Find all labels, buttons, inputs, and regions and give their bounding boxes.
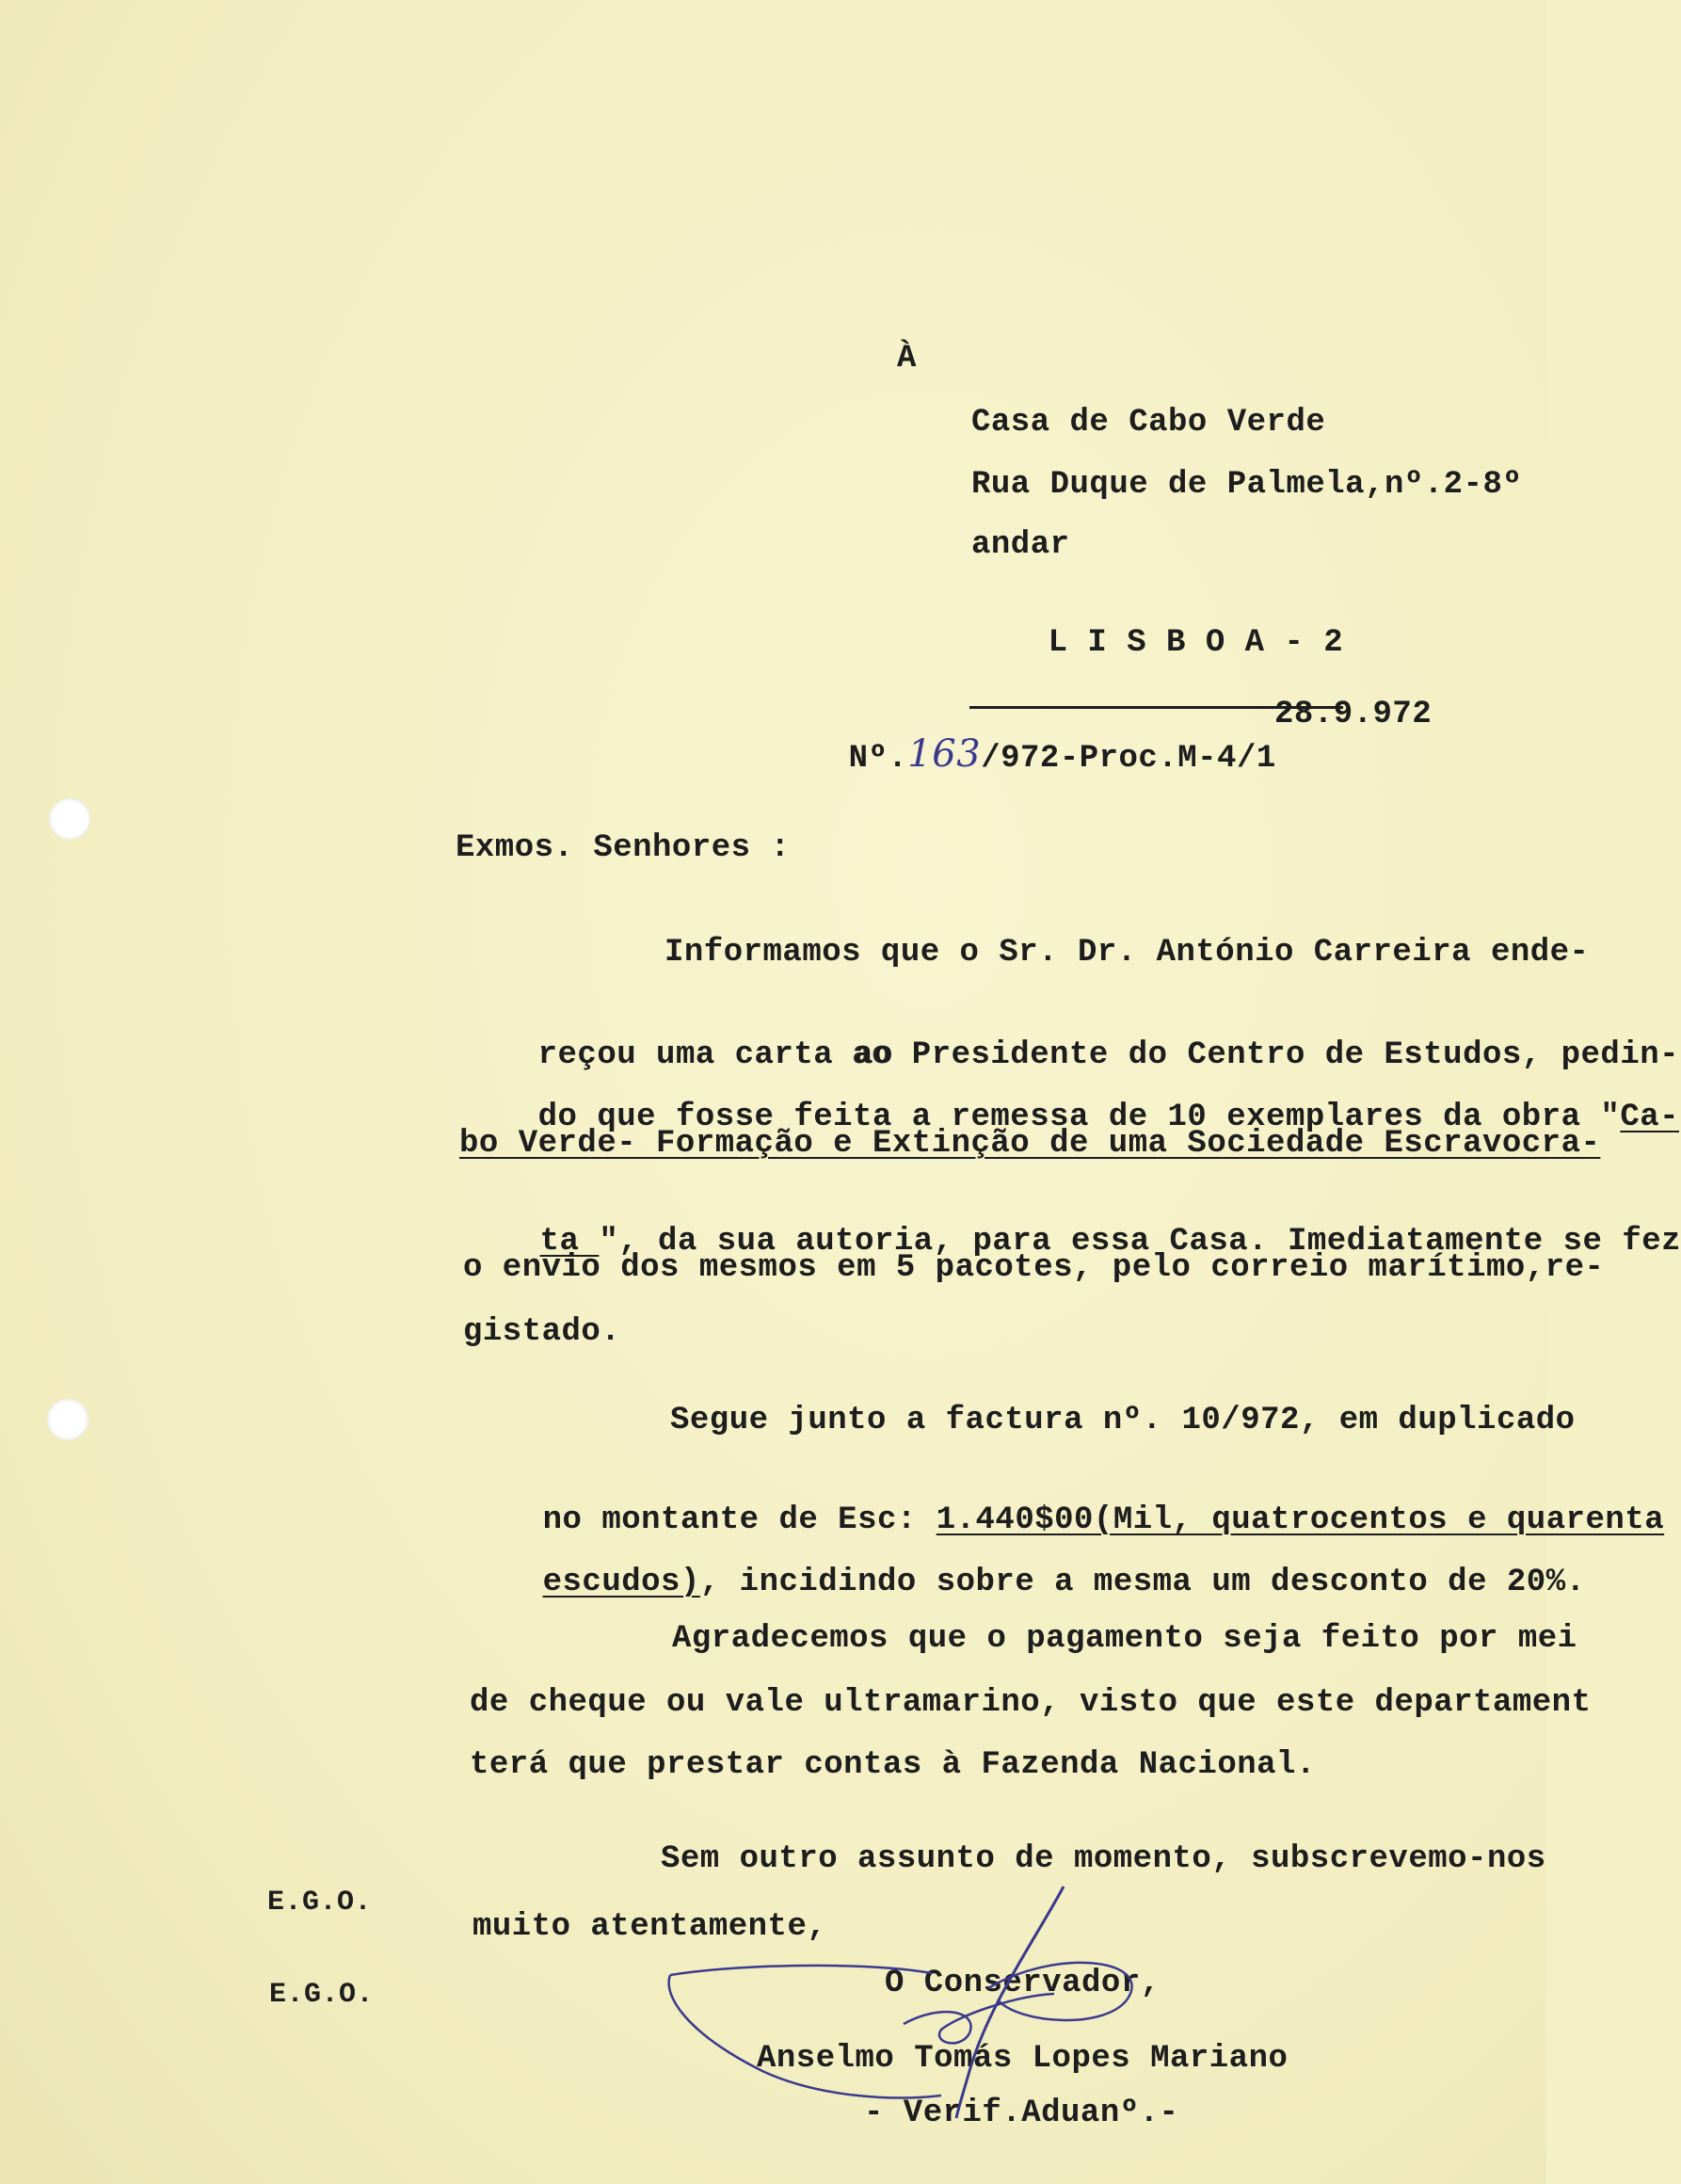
p3-line3: terá que prestar contas à Fazenda Nacional. <box>470 1747 1316 1783</box>
book-title-end: ta <box>539 1224 600 1260</box>
handwritten-signature <box>659 1883 1148 2128</box>
p1-line7: gistado. <box>463 1314 621 1350</box>
amount-underlined: 1.440$00(Mil, quatrocentos e quarenta <box>936 1502 1665 1538</box>
closing-line2: muito atentamente, <box>472 1909 827 1945</box>
word-ao-overtyped: ao <box>853 1037 892 1073</box>
recipient-city: L I S B O A - 2 <box>969 589 1343 709</box>
salutation: Exmos. Senhores : <box>456 830 791 866</box>
recipient-address-line1: Rua Duque de Palmela,nº.2-8º <box>971 467 1523 503</box>
recipient-prefix: À <box>897 341 917 377</box>
reference-line <box>770 697 1276 812</box>
reference-prefix: Nº. <box>848 741 908 777</box>
signature-title: O Conservador, <box>885 1966 1161 2001</box>
punch-hole-bottom <box>47 1399 88 1440</box>
recipient-name: Casa de Cabo Verde <box>971 405 1326 441</box>
book-title-start: Ca- <box>1620 1100 1680 1135</box>
letter-date: 28.9.972 <box>1274 697 1433 732</box>
p3-line2: de cheque ou vale ultramarino, visto que este departament <box>470 1685 1592 1721</box>
signature-role: - Verif.Aduanº.- <box>864 2096 1179 2131</box>
p1-line1: Informamos que o Sr. Dr. António Carreira ende- <box>664 935 1590 971</box>
p1-line2: reçou uma carta ao Presidente do Centro de Estudos, pedin- <box>537 1037 1680 1073</box>
p1-line5: ta ", da sua autoria, para essa Casa. Imediatamente se fez <box>539 1224 1681 1260</box>
reference-suffix: /972-Proc.M-4/1 <box>981 741 1276 777</box>
margin-note-2: E.G.O. <box>269 1979 375 2011</box>
signature-name: Anselmo Tomás Lopes Mariano <box>757 2041 1289 2077</box>
p1-line4-book-title: bo Verde- Formação e Extinção de uma Sociedade Escravocra- <box>459 1126 1601 1162</box>
p2-line3: escudos), incidindo sobre a mesma um desconto de 20%. <box>542 1565 1586 1600</box>
amount-underlined-end: escudos) <box>542 1565 700 1600</box>
margin-note-1: E.G.O. <box>267 1887 373 1919</box>
p2-line1: Segue junto a factura nº. 10/972, em duplicado <box>670 1403 1576 1438</box>
p1-line3: do que fosse feita a remessa de 10 exemplares da obra "Ca- <box>537 1100 1680 1135</box>
reference-number-handwritten: 163 <box>907 732 982 776</box>
closing-line1: Sem outro assunto de momento, subscrevemo-nos <box>661 1841 1546 1877</box>
p1-line6: o envio dos mesmos em 5 pacotes, pelo correio marítimo,re- <box>463 1250 1605 1286</box>
recipient-address-line2: andar <box>971 527 1070 563</box>
punch-hole-top <box>49 798 90 840</box>
p3-line1: Agradecemos que o pagamento seja feito por mei <box>672 1621 1577 1657</box>
p2-line2: no montante de Esc: 1.440$00(Mil, quatrocentos e quarenta <box>542 1502 1665 1538</box>
